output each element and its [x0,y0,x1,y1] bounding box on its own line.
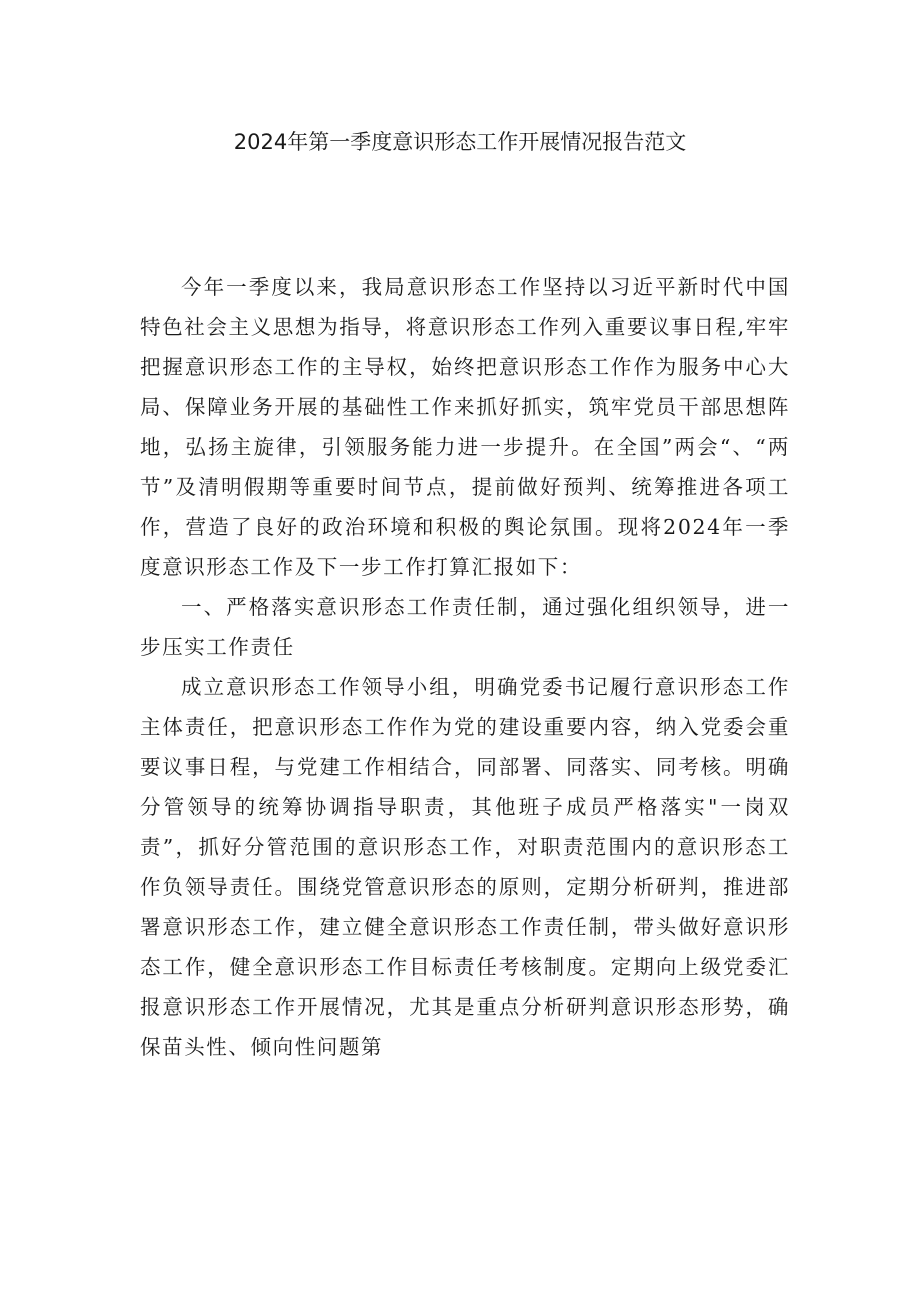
section-heading-1: 一、严格落实意识形态工作责任制，通过强化组织领导，进一步压实工作责任 [140,595,790,659]
paragraph-section-1: 成立意识形态工作领导小组，明确党委书记履行意识形态工作主体责任，把意识形态工作作为党的建设重要内容，纳入党委会重要议事日程，与党建工作相结合，同部署、同落实、同考核。明确分管领导的统筹协调指导职责，其他班子成员严格落实"一岗双责”，抓好分管范围的意识形态工作，对职责范围内的意识形态工作负领导责任。围绕党管意识形态的原则，定期分析研判，推进部署意识形态工作，建立健全意识形态工作责任制，带头做好意识形态工作，健全意识形态工作目标责任考核制度。定期向上级党委汇报意识形态工作开展情况，尤其是重点分析研判意识形态形势，确保苗头性、倾向性问题第 [140,675,790,1059]
document-body [140,267,790,1067]
paragraph-intro: 今年一季度以来，我局意识形态工作坚持以习近平新时代中国特色社会主义思想为指导，将意识形态工作列入重要议事日程,牢牢把握意识形态工作的主导权，始终把意识形态工作作为服务中心大局、保障业务开展的基础性工作来抓好抓实，筑牢党员干部思想阵地，弘扬主旋律，引领服务能力进一步提升。在全国”两会“、“两节”及清明假期等重要时间节点，提前做好预判、统筹推进各项工作，营造了良好的政治环境和积极的舆论氛围。现将2024年一季度意识形态工作及下一步工作打算汇报如下： [140,275,790,579]
document-title: 2024年第一季度意识形态工作开展情况报告范文 [233,130,687,154]
